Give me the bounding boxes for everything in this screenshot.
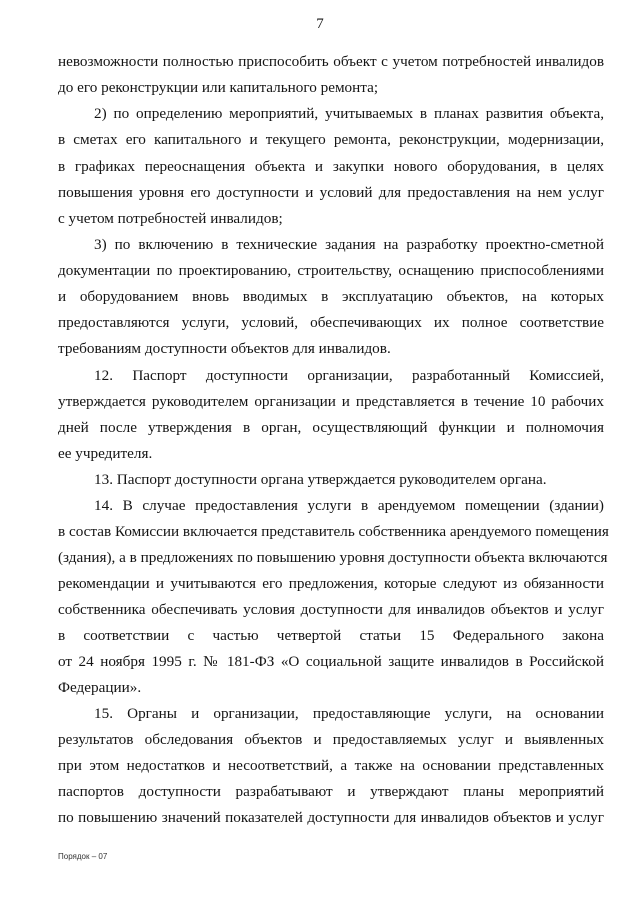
text-line: в сметах его капитального и текущего ремонта, реконструкции, модернизации, <box>58 131 604 148</box>
text-line: 3) по включению в технические задания на разработку проектно-сметной <box>94 236 604 253</box>
text-line: Федерации». <box>58 679 142 696</box>
text-line: собственника обеспечивать условия доступности для инвалидов объектов и услуг <box>58 601 604 618</box>
text-line: 14. В случае предоставления услуги в арендуемом помещении (здании) <box>94 497 604 514</box>
text-line: (здания), а в предложениях по повышению уровня доступности объекта включаются <box>58 549 608 566</box>
text-line: рекомендации и учитываются его предложения, которые следуют из обязанности <box>58 575 604 592</box>
text-line: по повышению значений показателей доступности для инвалидов объектов и услуг <box>58 809 604 826</box>
text-line: результатов обследования объектов и предоставляемых услуг и выявленных <box>58 731 604 748</box>
text-line: в графиках переоснащения объекта и закупки нового оборудования, в целях <box>58 158 604 175</box>
text-line: требованиям доступности объектов для инвалидов. <box>58 340 391 357</box>
text-line: утверждается руководителем организации и представляется в течение 10 рабочих <box>58 393 604 410</box>
text-line: документации по проектированию, строительству, оснащению приспособлениями <box>58 262 604 279</box>
text-line: в состав Комиссии включается представитель собственника арендуемого помещения <box>58 523 609 540</box>
text-line: невозможности полностью приспособить объект с учетом потребностей инвалидов <box>58 53 604 70</box>
text-line: паспортов доступности разрабатывают и утверждают планы мероприятий <box>58 783 604 800</box>
text-line: повышения уровня его доступности и условий для предоставления на нем услуг <box>58 184 604 201</box>
page-number: 7 <box>316 16 324 32</box>
text-line: и оборудованием вновь вводимых в эксплуатацию объектов, на которых <box>58 288 604 305</box>
text-line: в соответствии с частью четвертой статьи 15 Федерального закона <box>58 627 604 644</box>
text-line: 15. Органы и организации, предоставляющие услуги, на основании <box>94 705 604 722</box>
text-line: 2) по определению мероприятий, учитываемых в планах развития объекта, <box>94 105 604 122</box>
text-line: 12. Паспорт доступности организации, разработанный Комиссией, <box>94 367 604 384</box>
text-line: дней после утверждения в орган, осуществляющий функции и полномочия <box>58 419 604 436</box>
footer-label: Порядок – 07 <box>58 852 108 861</box>
text-line: предоставляются услуги, условий, обеспечивающих их полное соответствие <box>58 314 604 331</box>
text-line: ее учредителя. <box>58 445 153 462</box>
text-line: 13. Паспорт доступности органа утверждается руководителем органа. <box>94 471 547 488</box>
text-line: до его реконструкции или капитального ремонта; <box>58 79 379 96</box>
text-line: с учетом потребностей инвалидов; <box>58 210 283 227</box>
text-line: от 24 ноября 1995 г. № 181-ФЗ «О социальной защите инвалидов в Российской <box>58 653 604 670</box>
text-line: при этом недостатков и несоответствий, а также на основании представленных <box>58 757 604 774</box>
